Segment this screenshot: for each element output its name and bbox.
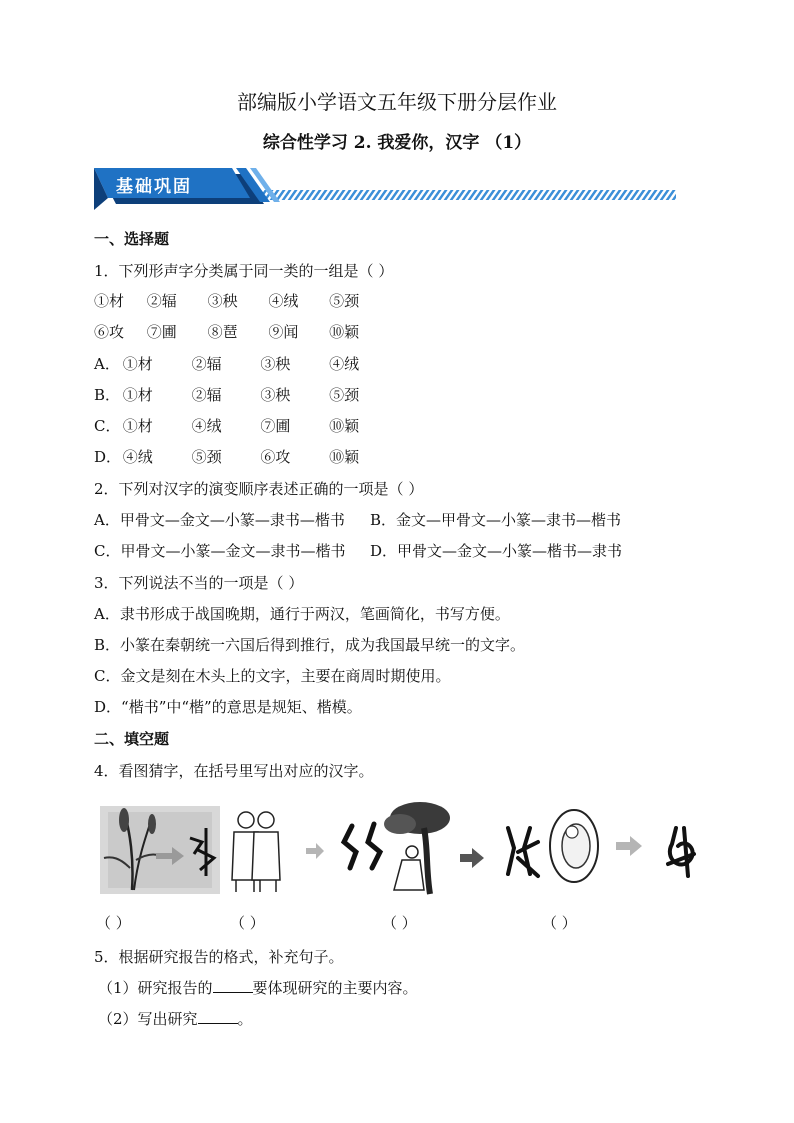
arrow-icon <box>306 843 324 859</box>
tree-person-image <box>384 802 450 894</box>
q5-s2-suffix: 。 <box>237 1010 253 1028</box>
q3-option-c: C．金文是刻在木头上的文字，主要在商周时期使用。 <box>94 667 451 685</box>
option-item: ④绒 <box>122 448 153 466</box>
q1-chars-row1 <box>94 290 359 311</box>
char-item: ②辐 <box>146 292 177 310</box>
ancient-glyph-bei <box>344 824 380 868</box>
q5-blank-2[interactable] <box>198 1009 238 1024</box>
option-item: ⑩颖 <box>329 417 360 435</box>
char-item: ③秧 <box>207 292 238 310</box>
option-item: ②辐 <box>191 355 222 373</box>
q3-option-b: B．小篆在秦朝统一六国后得到推行，成为我国最早统一的文字。 <box>94 636 526 654</box>
char-item: ⑧琶 <box>207 323 238 341</box>
option-letter: C． <box>94 417 121 435</box>
q5-sentence-1 <box>98 977 418 998</box>
option-item: ④绒 <box>191 417 222 435</box>
option-item: ③秧 <box>260 355 291 373</box>
option-letter: B． <box>94 386 121 404</box>
q5-s2-prefix: （2）写出研究 <box>98 1010 198 1028</box>
arrow-icon <box>616 836 642 856</box>
option-item: ①材 <box>122 355 153 373</box>
ancient-glyph-xiu <box>508 828 538 876</box>
q3-stem: 3．下列说法不当的一项是（ ） <box>94 574 304 592</box>
q4-answer-1[interactable]: （ ） <box>96 914 131 932</box>
char-item: ⑩颖 <box>329 323 360 341</box>
char-item: ④绒 <box>268 292 299 310</box>
section-heading-choice: 一、选择题 <box>94 230 170 248</box>
option-item: ⑥攻 <box>260 448 291 466</box>
page-title: 部编版小学语文五年级下册分层作业 <box>237 90 557 114</box>
char-item: ⑨闻 <box>268 323 299 341</box>
option-item: ②辐 <box>191 386 222 404</box>
option-item: ④绒 <box>329 355 360 373</box>
q2-option-c: C．甲骨文—小篆—金文—隶书—楷书 <box>94 542 346 560</box>
q4-answer-4[interactable]: （ ） <box>542 914 577 932</box>
ancient-glyph-shen <box>668 828 694 876</box>
char-item: ⑥攻 <box>94 323 125 341</box>
q5-s1-suffix: 要体现研究的主要内容。 <box>252 979 418 997</box>
arrow-icon <box>460 848 484 868</box>
q5-blank-1[interactable] <box>213 978 253 993</box>
option-item: ⑩颖 <box>329 448 360 466</box>
option-item: ③秧 <box>260 386 291 404</box>
q5-sentence-2 <box>98 1008 253 1029</box>
char-item: ①材 <box>94 292 125 310</box>
q1-chars-row2 <box>94 321 359 342</box>
q2-option-d: D．甲骨文—金文—小篆—楷书—隶书 <box>370 542 623 560</box>
q1-option-b <box>94 384 359 405</box>
q1-stem: 1．下列形声字分类属于同一类的一组是（ ） <box>94 262 394 280</box>
option-letter: A． <box>94 355 120 373</box>
q4-answer-3[interactable]: （ ） <box>382 914 417 932</box>
q1-option-c <box>94 415 359 436</box>
q2-stem: 2．下列对汉字的演变顺序表述正确的一项是（ ） <box>94 480 424 498</box>
q4-picture-strip <box>94 798 724 898</box>
section-heading-fill: 二、填空题 <box>94 730 170 748</box>
option-letter: D． <box>94 448 122 466</box>
option-item: ①材 <box>122 417 153 435</box>
page-subtitle: 综合性学习 2. 我爱你，汉字 （1） <box>262 133 532 153</box>
option-item: ①材 <box>122 386 153 404</box>
q5-stem: 5．根据研究报告的格式，补充句子。 <box>94 948 344 966</box>
baby-womb-image <box>550 810 598 882</box>
q3-option-a: A．隶书形成于战国晚期，通行于两汉，笔画简化，书写方便。 <box>94 605 510 623</box>
char-item: ⑤颈 <box>329 292 360 310</box>
char-item: ⑦圃 <box>146 323 177 341</box>
option-item: ⑤颈 <box>329 386 360 404</box>
q2-option-b: B．金文—甲骨文—小篆—隶书—楷书 <box>370 511 622 529</box>
q1-option-d <box>94 446 359 467</box>
q4-answer-2[interactable]: （ ） <box>230 914 265 932</box>
q1-option-a <box>94 353 359 374</box>
option-item: ⑤颈 <box>191 448 222 466</box>
two-people-image <box>232 812 280 892</box>
option-item: ⑦圃 <box>260 417 291 435</box>
q4-stem: 4．看图猜字，在括号里写出对应的汉字。 <box>94 762 374 780</box>
rice-plant-image <box>100 806 220 894</box>
q5-s1-prefix: （1）研究报告的 <box>98 979 213 997</box>
q3-option-d: D．“楷书”中“楷”的意思是规矩、楷模。 <box>94 698 362 716</box>
section-banner <box>94 168 684 212</box>
banner-label: 基础巩固 <box>116 177 192 197</box>
q2-option-a: A．甲骨文—金文—小篆—隶书—楷书 <box>94 511 345 529</box>
